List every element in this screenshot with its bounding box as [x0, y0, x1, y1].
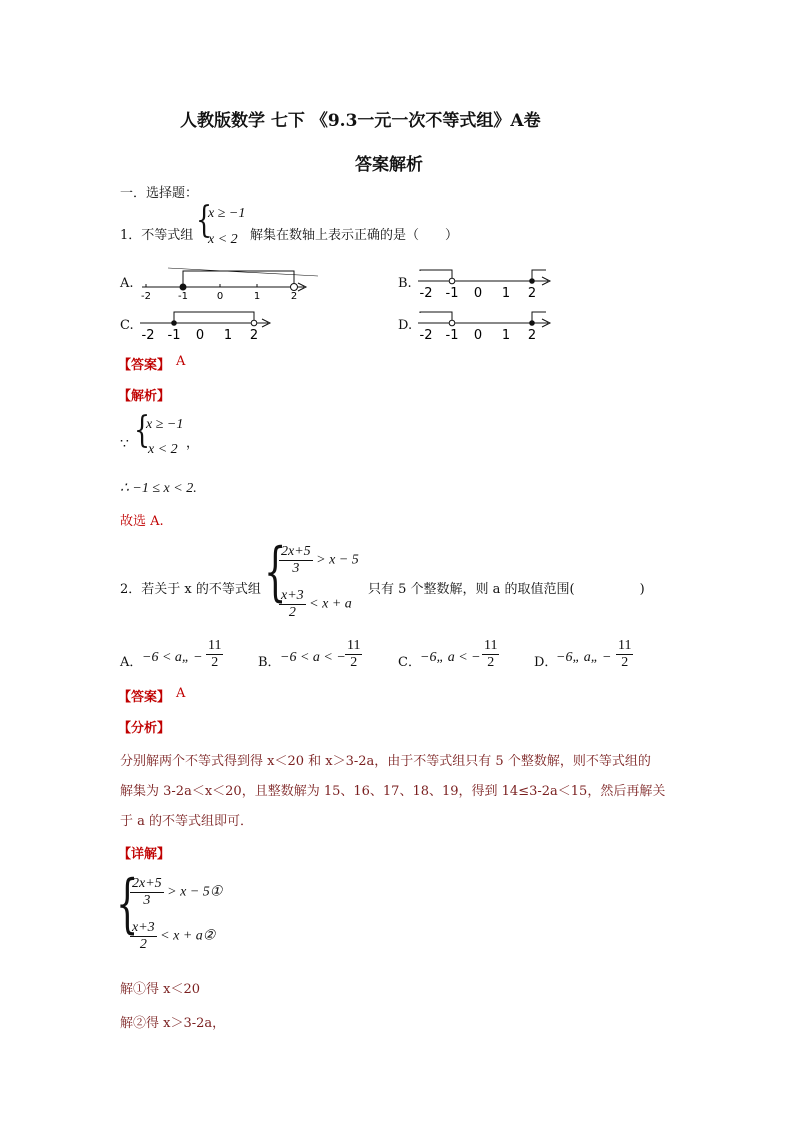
q1-option-b-label: B. — [398, 276, 412, 291]
q2-analysis-tag: 【分析】 — [118, 721, 171, 736]
tick-label: -1 — [167, 328, 181, 343]
q2-detail-ineq2-rest: < x + a② — [160, 928, 216, 944]
q1-solution-line2: x < 2 — [148, 442, 178, 457]
page-subtitle: 答案解析 — [355, 155, 423, 175]
fraction-denominator: 2 — [139, 937, 147, 952]
tick-label: 0 — [216, 291, 224, 301]
q2-option-d-label: D． — [534, 655, 558, 670]
q1-suffix: 解集在数轴上表示正确的是（ ） — [250, 228, 459, 243]
q1-option-c-label: C. — [120, 318, 134, 333]
q2-analysis-line3: 于 a 的不等式组即可． — [120, 814, 254, 829]
q1-option-d-numberline — [416, 309, 556, 343]
q2-detail-ineq2 — [130, 920, 215, 953]
fraction-denominator: 3 — [292, 561, 300, 576]
fraction-numerator: 2x+5 — [281, 544, 311, 559]
q2-analysis-line1: 分别解两个不等式得到得 x＜20 和 x＞3-2a，由于不等式组只有 5 个整数解，则不等式组的 — [120, 754, 651, 769]
fraction-numerator: 11 — [208, 638, 222, 653]
q2-brace: { — [264, 535, 287, 609]
q1-solution-brace: { — [134, 410, 151, 451]
because-symbol: ∵ — [120, 437, 129, 452]
q2-option-c-label: C． — [398, 655, 421, 670]
q2-option-b-fraction — [345, 638, 362, 671]
q2-detail-ineq1 — [130, 876, 222, 909]
page-title: 人教版数学 七下 《9.3一元一次不等式组》A卷 — [180, 111, 541, 131]
q1-comma: ， — [186, 436, 200, 451]
tick-label: 2 — [527, 328, 537, 343]
q1-option-b-numberline — [416, 267, 556, 301]
tick-label: -1 — [178, 291, 188, 301]
q2-option-c-expr: −6„ a < − — [420, 650, 481, 665]
q1-line2: x < 2 — [208, 232, 238, 247]
q1-answer-tag: 【答案】 — [118, 358, 171, 373]
fraction-numerator: 11 — [347, 638, 361, 653]
tick-label: 0 — [195, 328, 205, 343]
q2-option-a-label: A． — [120, 655, 143, 670]
q2-solution-1: 解①得 x＜20 — [120, 982, 201, 997]
fraction-denominator: 2 — [211, 655, 219, 670]
q2-option-d-fraction — [616, 638, 633, 671]
q1-choose: 故选 A. — [120, 514, 164, 529]
tick-label: 2 — [527, 286, 537, 301]
q2-ineq2-rest: < x + a — [309, 596, 352, 612]
q2-solution-2: 解②得 x＞3-2a， — [120, 1016, 226, 1031]
q1-option-d-label: D. — [398, 318, 413, 333]
tick-label: -2 — [419, 286, 433, 301]
tick-label: 1 — [501, 328, 511, 343]
q1-line1: x ≥ −1 — [208, 206, 246, 221]
q1-analysis-tag: 【解析】 — [118, 389, 171, 404]
q2-prefix: 2．若关于 x 的不等式组 — [120, 582, 261, 597]
tick-label: 1 — [223, 328, 233, 343]
tick-label: -2 — [419, 328, 433, 343]
q2-suffix: 只有 5 个整数解，则 a 的取值范围( ) — [368, 582, 645, 597]
q2-answer-value: A — [176, 686, 186, 701]
q2-option-c-fraction — [482, 638, 499, 671]
fraction-denominator: 2 — [288, 605, 296, 620]
tick-label: 0 — [473, 286, 483, 301]
tick-label: 1 — [253, 291, 261, 301]
fraction-numerator: 2x+5 — [132, 876, 162, 891]
fraction-denominator: 2 — [621, 655, 629, 670]
fraction-numerator: x+3 — [281, 588, 304, 603]
q2-answer-tag: 【答案】 — [118, 690, 171, 705]
q1-answer-value: A — [176, 354, 186, 369]
q2-analysis-line2: 解集为 3-2a＜x＜20，且整数解为 15、16、17、18、19，得到 14≤3-2a＜15，然后再解关 — [120, 784, 666, 799]
q2-ineq2 — [279, 588, 352, 621]
tick-label: 0 — [473, 328, 483, 343]
q2-option-a-fraction — [206, 638, 223, 671]
q2-ineq1-rest: > x − 5 — [316, 552, 359, 568]
q1-option-a-numberline — [138, 265, 323, 301]
fraction-numerator: 11 — [484, 638, 498, 653]
q2-option-b-label: B． — [258, 655, 281, 670]
q1-prefix: 1．不等式组 — [120, 228, 194, 243]
q2-detail-tag: 【详解】 — [118, 847, 171, 862]
tick-label: -2 — [141, 328, 155, 343]
tick-label: -1 — [445, 286, 459, 301]
q1-solution-line1: x ≥ −1 — [146, 417, 184, 432]
q2-option-a-expr: −6 < a„ − — [142, 650, 203, 665]
q1-option-c-numberline — [138, 309, 278, 343]
q1-option-a-label: A. — [120, 276, 134, 291]
q2-detail-brace: { — [116, 867, 139, 941]
q2-ineq1 — [279, 544, 359, 577]
section-label: 一．选择题： — [120, 186, 199, 201]
fraction-numerator: x+3 — [132, 920, 155, 935]
tick-label: 2 — [290, 291, 298, 301]
tick-label: 2 — [249, 328, 259, 343]
q2-detail-ineq1-rest: > x − 5① — [167, 884, 223, 900]
q1-brace: { — [196, 200, 213, 241]
q1-therefore: ∴ −1 ≤ x < 2. — [120, 481, 197, 496]
tick-label: -1 — [445, 328, 459, 343]
fraction-denominator: 2 — [350, 655, 358, 670]
fraction-denominator: 3 — [143, 893, 151, 908]
fraction-denominator: 2 — [487, 655, 495, 670]
fraction-numerator: 11 — [618, 638, 632, 653]
tick-label: -2 — [141, 291, 151, 301]
q2-option-b-expr: −6 < a < − — [280, 650, 346, 665]
q2-option-d-expr: −6„ a„ − — [556, 650, 612, 665]
tick-label: 1 — [501, 286, 511, 301]
